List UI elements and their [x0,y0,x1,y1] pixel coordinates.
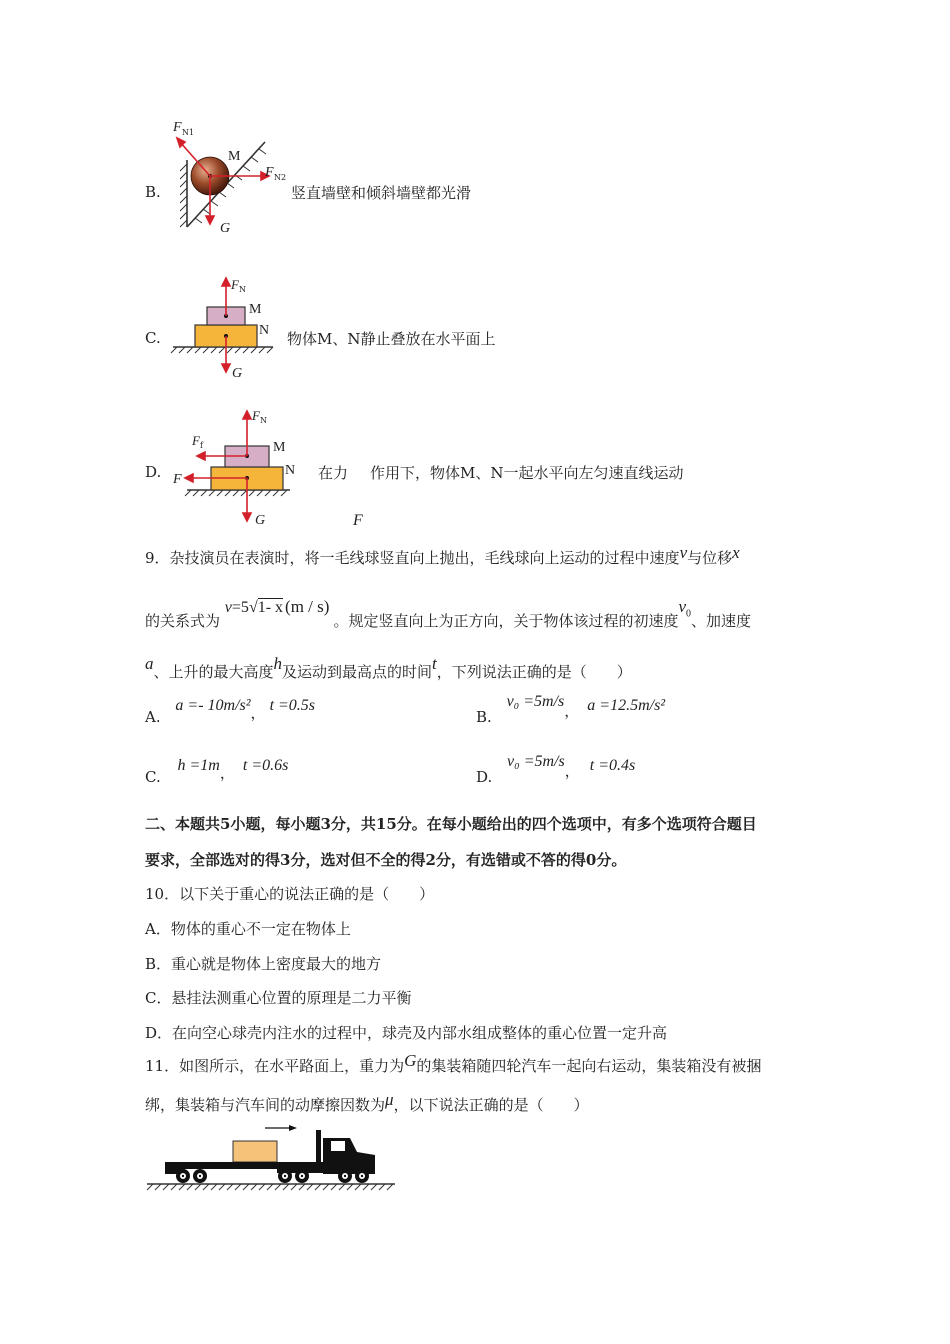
q9-height-text: 、上升的最大高度 [153,663,274,681]
q10-option-b[interactable]: B．重心就是物体上密度最大的地方 [145,955,382,973]
fn1-sub: N1 [182,128,195,137]
q11-var-mu: μ [385,1090,394,1109]
gravity-label: G [232,366,243,381]
q9-var-a: a [145,654,154,673]
option-part1: h =1m [177,757,220,774]
fn1-label: F [173,120,182,135]
q9-option-c[interactable] [145,754,289,786]
push-force-label: F [173,472,182,487]
option-sep: ， [250,704,266,722]
push-blocks-figure [165,405,315,530]
formula-eq: =5 [231,599,249,616]
option-sep: ， [564,762,580,780]
option-part2: t =0.6s [242,757,289,774]
q10-stem: 10．以下关于重心的说法正确的是（ ） [145,885,435,903]
q9-line1 [145,543,740,568]
option-d-desc-b: 作用下，物体M、N一起水平向左匀速直线运动 [370,464,684,482]
option-label: C. [145,768,161,786]
formula-radicand: 1- x [257,599,284,616]
q10-option-a[interactable]: A．物体的重心不一定在物体上 [145,920,351,938]
option-d-label: D. [145,463,162,481]
q9-line3 [145,654,632,681]
q9-relation-text: 的关系式为 [145,612,221,630]
q11-text-c: 绑，集装箱与汽车间的动摩擦因数为 [145,1096,386,1114]
ff-sub: f [200,441,203,450]
q9-option-a[interactable] [145,694,316,726]
gravity-label: G [220,221,231,236]
q11-text-d: ，以下说法正确的是（ ） [393,1096,589,1114]
fn-sub: N [260,416,267,425]
q9-var-v0 [678,597,691,620]
wall-ball-figure [165,112,290,240]
option-part2: a =12.5m/s² [587,697,666,714]
q9-question-text: ，下列说法正确的是（ ） [436,663,632,681]
block-m-label: M [249,302,262,317]
option-part2: t =0.5s [269,697,316,714]
option-sep: ， [564,702,580,720]
option-part1: v₀ =5m/s [506,693,565,710]
formula-radical: √ [248,599,258,616]
ff-label: F [192,433,200,448]
gravity-label: G [255,513,266,528]
q9-var-t: t [432,654,437,673]
fn2-sub: N2 [274,173,287,182]
formula-v: v [224,599,232,616]
q9-accel-text: 、加速度 [691,612,752,630]
fn-sub: N [239,285,246,294]
q9-var-v: v [679,543,688,562]
option-part1: v₀ =5m/s [507,753,565,770]
fn2-label: F [265,165,274,180]
option-d-force-f: F [353,512,363,529]
option-sep: ， [219,764,235,782]
truck-container-figure [145,1118,405,1198]
section2-line1: 二、本题共5小题，每小题3分，共15分。在每小题给出的四个选项中，有多个选项符合题目 [145,815,757,833]
option-label: D. [476,768,493,786]
q9-time-text: 及运动到最高点的时间 [282,663,433,681]
stacked-blocks-figure [165,272,285,382]
v0-main: v [678,597,686,616]
q9-var-x: x [732,543,740,562]
q9-option-b[interactable] [476,690,666,726]
option-b-desc: 竖直墙壁和倾斜墙壁都光滑 [291,184,472,202]
q9-option-d[interactable] [476,750,636,786]
q10-option-d[interactable]: D．在向空心球壳内注水的过程中，球壳及内部水组成整体的重心位置一定升高 [145,1024,668,1042]
option-part2: t =0.4s [589,757,636,774]
option-d-desc-a: 在力 [318,464,349,482]
q9-stem-text-b: 与位移 [687,549,733,567]
q9-direction-text: 。规定竖直向上为正方向，关于物体该过程的初速度 [333,612,679,630]
q11-line2 [145,1090,589,1115]
option-label: A. [145,708,161,726]
q9-line2 [145,597,752,630]
ball-m-label: M [228,149,241,164]
wheel-group [176,1169,369,1183]
formula-unit: (m / s) [285,597,330,616]
block-n-label: N [259,323,270,338]
section2-line2: 要求，全部选对的得3分，选对但不全的得2分，有选错或不答的得0分。 [145,851,627,869]
option-label: B. [476,708,492,726]
option-c-label: C. [145,329,161,347]
q11-var-g: G [404,1051,417,1070]
q11-line1 [145,1051,762,1076]
option-part1: a =- 10m/s² [175,697,251,714]
fn-label: F [231,277,239,292]
q10-option-c[interactable]: C．悬挂法测重心位置的原理是二力平衡 [145,989,412,1007]
block-m-label: M [273,440,286,455]
option-b-label: B. [145,183,161,201]
q9-stem-text: 9．杂技演员在表演时，将一毛线球竖直向上抛出，毛线球向上运动的过程中速度 [145,549,680,567]
fn-label: F [252,408,260,423]
block-n-label: N [285,463,296,478]
q9-var-h: h [273,654,283,673]
v0-sub: 0 [686,608,691,620]
q11-text-b: 的集装箱随四轮汽车一起向右运动，集装箱没有被捆 [416,1057,762,1075]
q9-formula [225,599,334,616]
option-c-desc: 物体M、N静止叠放在水平面上 [287,330,496,348]
q11-text-a: 11．如图所示，在水平路面上，重力为 [145,1057,405,1075]
